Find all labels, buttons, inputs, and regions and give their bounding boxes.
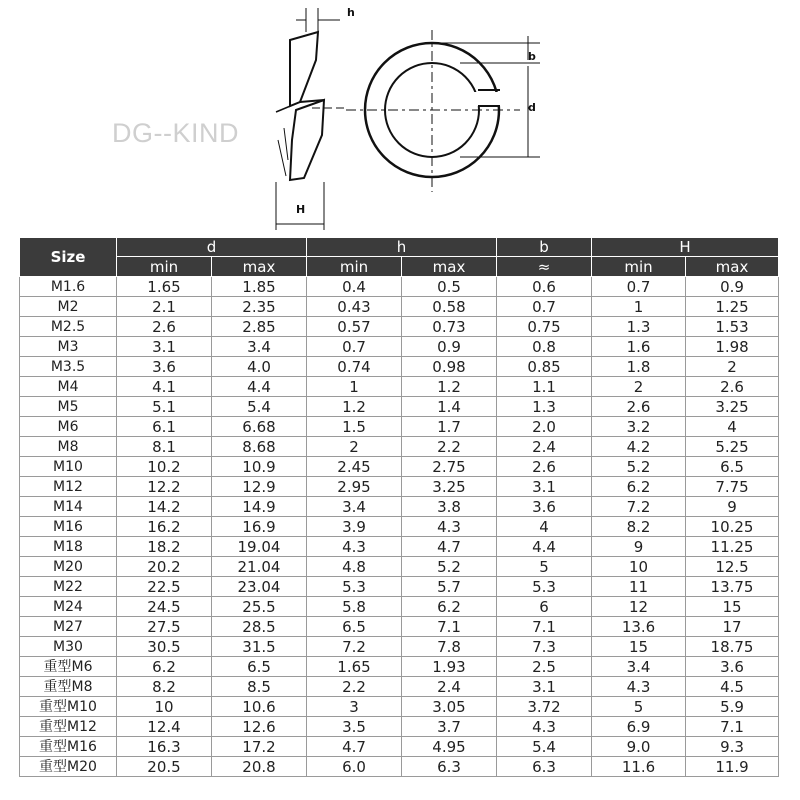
cell-d-min: 4.1 xyxy=(117,377,212,397)
cell-h-min: 2.95 xyxy=(307,477,402,497)
table-row xyxy=(20,617,779,637)
cell-b-approx: 0.85 xyxy=(497,357,592,377)
table-row xyxy=(20,317,779,337)
cell-d-max: 25.5 xyxy=(212,597,307,617)
group-header-b: b xyxy=(497,238,592,257)
table-row xyxy=(20,417,779,437)
cell-d-max: 10.9 xyxy=(212,457,307,477)
spring-washer-drawing xyxy=(0,0,800,235)
cell-b-approx: 7.1 xyxy=(497,617,592,637)
cell-H-min: 15 xyxy=(592,637,686,657)
table-row xyxy=(20,297,779,317)
cell-H-max: 9 xyxy=(686,497,779,517)
cell-d-max: 23.04 xyxy=(212,577,307,597)
cell-d-min: 6.2 xyxy=(117,657,212,677)
cell-b-approx: 0.7 xyxy=(497,297,592,317)
table-row xyxy=(20,577,779,597)
table-row xyxy=(20,477,779,497)
table-row xyxy=(20,657,779,677)
cell-size: M20 xyxy=(20,557,117,577)
cell-h-max: 4.7 xyxy=(402,537,497,557)
cell-d-min: 14.2 xyxy=(117,497,212,517)
cell-H-min: 8.2 xyxy=(592,517,686,537)
table-body xyxy=(20,277,779,777)
group-header-H: H xyxy=(592,238,779,257)
cell-h-min: 4.7 xyxy=(307,737,402,757)
cell-h-min: 0.43 xyxy=(307,297,402,317)
cell-size: M8 xyxy=(20,437,117,457)
cell-d-max: 17.2 xyxy=(212,737,307,757)
cell-H-max: 4 xyxy=(686,417,779,437)
cell-d-max: 8.5 xyxy=(212,677,307,697)
cell-d-max: 4.4 xyxy=(212,377,307,397)
cell-h-min: 3.4 xyxy=(307,497,402,517)
cell-b-approx: 5 xyxy=(497,557,592,577)
cell-H-max: 13.75 xyxy=(686,577,779,597)
cell-d-max: 28.5 xyxy=(212,617,307,637)
cell-H-min: 5.2 xyxy=(592,457,686,477)
cell-H-max: 7.1 xyxy=(686,717,779,737)
cell-H-max: 1.53 xyxy=(686,317,779,337)
cell-H-max: 1.98 xyxy=(686,337,779,357)
cell-d-min: 3.6 xyxy=(117,357,212,377)
cell-d-min: 12.2 xyxy=(117,477,212,497)
cell-h-max: 5.7 xyxy=(402,577,497,597)
cell-b-approx: 0.6 xyxy=(497,277,592,297)
cell-h-max: 2.75 xyxy=(402,457,497,477)
sub-header-H-max: max xyxy=(686,257,779,277)
cell-d-min: 10.2 xyxy=(117,457,212,477)
cell-size: M1.6 xyxy=(20,277,117,297)
cell-H-max: 11.25 xyxy=(686,537,779,557)
cell-H-min: 3.2 xyxy=(592,417,686,437)
cell-H-max: 1.25 xyxy=(686,297,779,317)
sub-header-b-approx: ≈ xyxy=(497,257,592,277)
cell-h-min: 4.8 xyxy=(307,557,402,577)
table-row xyxy=(20,737,779,757)
cell-b-approx: 5.3 xyxy=(497,577,592,597)
cell-b-approx: 2.5 xyxy=(497,657,592,677)
cell-b-approx: 3.72 xyxy=(497,697,592,717)
cell-size: M18 xyxy=(20,537,117,557)
table-row xyxy=(20,757,779,777)
cell-size: 重型M6 xyxy=(20,657,117,677)
cell-size: M30 xyxy=(20,637,117,657)
cell-H-min: 5 xyxy=(592,697,686,717)
cell-b-approx: 6.3 xyxy=(497,757,592,777)
cell-size: 重型M16 xyxy=(20,737,117,757)
cell-size: 重型M10 xyxy=(20,697,117,717)
sub-header-H-min: min xyxy=(592,257,686,277)
cell-H-min: 6.2 xyxy=(592,477,686,497)
cell-h-max: 4.3 xyxy=(402,517,497,537)
cell-size: 重型M20 xyxy=(20,757,117,777)
cell-b-approx: 7.3 xyxy=(497,637,592,657)
table-row xyxy=(20,677,779,697)
cell-b-approx: 4.3 xyxy=(497,717,592,737)
cell-size: M22 xyxy=(20,577,117,597)
cell-d-min: 5.1 xyxy=(117,397,212,417)
cell-d-max: 8.68 xyxy=(212,437,307,457)
table-header xyxy=(20,238,779,277)
cell-h-min: 3 xyxy=(307,697,402,717)
cell-H-min: 11 xyxy=(592,577,686,597)
cell-d-max: 12.9 xyxy=(212,477,307,497)
table-row xyxy=(20,537,779,557)
cell-size: M10 xyxy=(20,457,117,477)
cell-h-max: 6.2 xyxy=(402,597,497,617)
cell-h-min: 1.2 xyxy=(307,397,402,417)
cell-H-min: 1.8 xyxy=(592,357,686,377)
table-row xyxy=(20,397,779,417)
cell-b-approx: 3.1 xyxy=(497,477,592,497)
table-row xyxy=(20,337,779,357)
cell-h-min: 0.4 xyxy=(307,277,402,297)
cell-d-min: 6.1 xyxy=(117,417,212,437)
cell-size: M16 xyxy=(20,517,117,537)
cell-d-max: 3.4 xyxy=(212,337,307,357)
cell-h-min: 6.0 xyxy=(307,757,402,777)
cell-size: M3.5 xyxy=(20,357,117,377)
cell-size: M27 xyxy=(20,617,117,637)
cell-H-max: 15 xyxy=(686,597,779,617)
cell-d-min: 8.1 xyxy=(117,437,212,457)
table-row xyxy=(20,717,779,737)
cell-H-min: 0.7 xyxy=(592,277,686,297)
cell-H-min: 3.4 xyxy=(592,657,686,677)
dim-label-d: d xyxy=(528,101,536,114)
cell-h-min: 2 xyxy=(307,437,402,457)
table-row xyxy=(20,457,779,477)
cell-size: M2 xyxy=(20,297,117,317)
cell-d-min: 2.6 xyxy=(117,317,212,337)
cell-size: M24 xyxy=(20,597,117,617)
cell-H-max: 9.3 xyxy=(686,737,779,757)
cell-size: M12 xyxy=(20,477,117,497)
cell-h-min: 3.9 xyxy=(307,517,402,537)
cell-H-max: 0.9 xyxy=(686,277,779,297)
cell-b-approx: 2.4 xyxy=(497,437,592,457)
cell-h-max: 1.7 xyxy=(402,417,497,437)
cell-H-min: 1 xyxy=(592,297,686,317)
cell-size: M6 xyxy=(20,417,117,437)
cell-d-min: 16.2 xyxy=(117,517,212,537)
table-row xyxy=(20,277,779,297)
cell-d-max: 14.9 xyxy=(212,497,307,517)
spec-table xyxy=(19,237,779,777)
cell-h-min: 1 xyxy=(307,377,402,397)
cell-b-approx: 2.0 xyxy=(497,417,592,437)
cell-d-max: 1.85 xyxy=(212,277,307,297)
cell-h-max: 4.95 xyxy=(402,737,497,757)
cell-d-min: 30.5 xyxy=(117,637,212,657)
cell-H-min: 1.6 xyxy=(592,337,686,357)
cell-b-approx: 3.1 xyxy=(497,677,592,697)
cell-H-max: 5.25 xyxy=(686,437,779,457)
cell-H-max: 6.5 xyxy=(686,457,779,477)
cell-d-max: 5.4 xyxy=(212,397,307,417)
cell-b-approx: 0.75 xyxy=(497,317,592,337)
cell-h-min: 7.2 xyxy=(307,637,402,657)
cell-d-max: 12.6 xyxy=(212,717,307,737)
cell-h-min: 0.7 xyxy=(307,337,402,357)
cell-d-min: 18.2 xyxy=(117,537,212,557)
cell-h-max: 5.2 xyxy=(402,557,497,577)
cell-d-min: 10 xyxy=(117,697,212,717)
cell-size: 重型M12 xyxy=(20,717,117,737)
cell-d-min: 12.4 xyxy=(117,717,212,737)
cell-b-approx: 0.8 xyxy=(497,337,592,357)
cell-H-max: 2.6 xyxy=(686,377,779,397)
cell-d-max: 2.85 xyxy=(212,317,307,337)
cell-d-min: 24.5 xyxy=(117,597,212,617)
cell-h-max: 1.93 xyxy=(402,657,497,677)
cell-size: M3 xyxy=(20,337,117,357)
cell-size: M4 xyxy=(20,377,117,397)
cell-h-max: 0.9 xyxy=(402,337,497,357)
cell-h-min: 5.3 xyxy=(307,577,402,597)
washer-side-view xyxy=(276,32,324,180)
cell-H-min: 7.2 xyxy=(592,497,686,517)
cell-h-min: 2.2 xyxy=(307,677,402,697)
cell-H-max: 3.6 xyxy=(686,657,779,677)
cell-H-max: 3.25 xyxy=(686,397,779,417)
cell-h-max: 3.8 xyxy=(402,497,497,517)
cell-h-min: 0.57 xyxy=(307,317,402,337)
cell-d-max: 31.5 xyxy=(212,637,307,657)
cell-h-max: 1.4 xyxy=(402,397,497,417)
cell-d-max: 6.5 xyxy=(212,657,307,677)
group-header-d: d xyxy=(117,238,307,257)
cell-d-min: 27.5 xyxy=(117,617,212,637)
watermark-text: DG--KIND xyxy=(112,118,239,148)
cell-H-min: 9 xyxy=(592,537,686,557)
cell-h-max: 0.58 xyxy=(402,297,497,317)
cell-H-min: 12 xyxy=(592,597,686,617)
cell-b-approx: 4.4 xyxy=(497,537,592,557)
cell-h-min: 2.45 xyxy=(307,457,402,477)
cell-h-min: 5.8 xyxy=(307,597,402,617)
cell-H-min: 13.6 xyxy=(592,617,686,637)
dim-label-b: b xyxy=(528,50,536,63)
cell-d-max: 19.04 xyxy=(212,537,307,557)
cell-H-min: 11.6 xyxy=(592,757,686,777)
cell-H-min: 4.2 xyxy=(592,437,686,457)
sub-header-h-min: min xyxy=(307,257,402,277)
cell-h-max: 3.05 xyxy=(402,697,497,717)
cell-H-max: 18.75 xyxy=(686,637,779,657)
table-row xyxy=(20,597,779,617)
table-row xyxy=(20,517,779,537)
cell-H-min: 2.6 xyxy=(592,397,686,417)
cell-h-max: 2.2 xyxy=(402,437,497,457)
cell-h-min: 4.3 xyxy=(307,537,402,557)
cell-H-min: 9.0 xyxy=(592,737,686,757)
sub-header-h-max: max xyxy=(402,257,497,277)
washer-top-view xyxy=(346,30,520,192)
cell-h-max: 2.4 xyxy=(402,677,497,697)
dim-label-H: H xyxy=(296,203,306,216)
cell-d-min: 16.3 xyxy=(117,737,212,757)
cell-b-approx: 4 xyxy=(497,517,592,537)
cell-h-max: 7.1 xyxy=(402,617,497,637)
table-row xyxy=(20,437,779,457)
cell-b-approx: 2.6 xyxy=(497,457,592,477)
cell-h-min: 1.65 xyxy=(307,657,402,677)
cell-H-max: 7.75 xyxy=(686,477,779,497)
cell-H-max: 12.5 xyxy=(686,557,779,577)
cell-d-min: 20.5 xyxy=(117,757,212,777)
cell-H-max: 4.5 xyxy=(686,677,779,697)
cell-d-min: 20.2 xyxy=(117,557,212,577)
cell-d-min: 8.2 xyxy=(117,677,212,697)
cell-b-approx: 6 xyxy=(497,597,592,617)
cell-H-max: 11.9 xyxy=(686,757,779,777)
cell-H-max: 2 xyxy=(686,357,779,377)
cell-h-min: 0.74 xyxy=(307,357,402,377)
cell-d-max: 2.35 xyxy=(212,297,307,317)
cell-b-approx: 1.3 xyxy=(497,397,592,417)
cell-h-min: 6.5 xyxy=(307,617,402,637)
table-row xyxy=(20,357,779,377)
cell-d-max: 10.6 xyxy=(212,697,307,717)
cell-H-min: 10 xyxy=(592,557,686,577)
cell-h-max: 6.3 xyxy=(402,757,497,777)
cell-h-max: 0.73 xyxy=(402,317,497,337)
cell-size: M2.5 xyxy=(20,317,117,337)
cell-d-min: 1.65 xyxy=(117,277,212,297)
dim-label-h: h xyxy=(347,6,355,19)
cell-h-max: 0.98 xyxy=(402,357,497,377)
cell-size: M5 xyxy=(20,397,117,417)
table-row xyxy=(20,557,779,577)
cell-H-max: 17 xyxy=(686,617,779,637)
sub-header-d-max: max xyxy=(212,257,307,277)
table-row xyxy=(20,637,779,657)
cell-H-min: 4.3 xyxy=(592,677,686,697)
cell-d-min: 2.1 xyxy=(117,297,212,317)
table-row xyxy=(20,377,779,397)
cell-d-max: 4.0 xyxy=(212,357,307,377)
cell-d-max: 20.8 xyxy=(212,757,307,777)
cell-h-max: 0.5 xyxy=(402,277,497,297)
cell-h-min: 1.5 xyxy=(307,417,402,437)
cell-d-min: 3.1 xyxy=(117,337,212,357)
cell-h-max: 3.25 xyxy=(402,477,497,497)
table-row xyxy=(20,497,779,517)
cell-d-max: 21.04 xyxy=(212,557,307,577)
cell-H-min: 2 xyxy=(592,377,686,397)
size-header: Size xyxy=(20,238,117,277)
cell-d-max: 16.9 xyxy=(212,517,307,537)
cell-h-max: 7.8 xyxy=(402,637,497,657)
cell-H-max: 5.9 xyxy=(686,697,779,717)
cell-b-approx: 3.6 xyxy=(497,497,592,517)
side-dimension-lines xyxy=(276,8,346,230)
cell-h-min: 3.5 xyxy=(307,717,402,737)
cell-h-max: 1.2 xyxy=(402,377,497,397)
cell-h-max: 3.7 xyxy=(402,717,497,737)
group-header-h: h xyxy=(307,238,497,257)
cell-size: M14 xyxy=(20,497,117,517)
cell-b-approx: 5.4 xyxy=(497,737,592,757)
cell-H-min: 1.3 xyxy=(592,317,686,337)
cell-H-max: 10.25 xyxy=(686,517,779,537)
cell-H-min: 6.9 xyxy=(592,717,686,737)
cell-b-approx: 1.1 xyxy=(497,377,592,397)
cell-d-max: 6.68 xyxy=(212,417,307,437)
cell-size: 重型M8 xyxy=(20,677,117,697)
cell-d-min: 22.5 xyxy=(117,577,212,597)
table-row xyxy=(20,697,779,717)
sub-header-d-min: min xyxy=(117,257,212,277)
